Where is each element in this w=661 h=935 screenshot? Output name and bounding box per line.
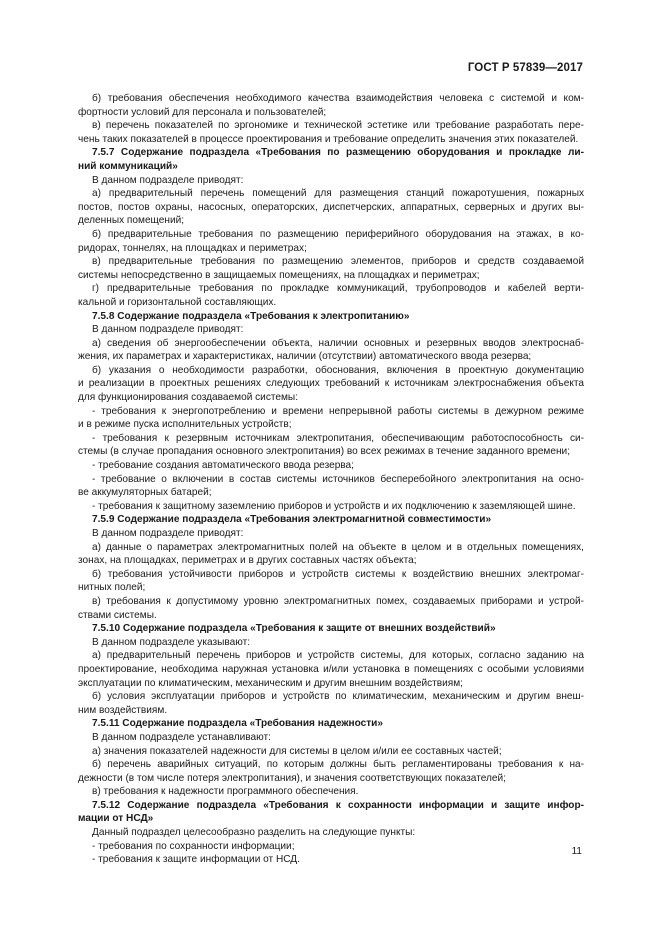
- body-text-line: и реализации в проектных решениях следующих требований к источникам электроснабжения объекта: [78, 378, 584, 390]
- body-text-line: В данном подразделе приводят:: [92, 324, 244, 336]
- body-text-line: г) предварительные требования по прокладке коммуникаций, трубопроводов и кабелей верти-: [92, 283, 584, 295]
- body-text-line: в) требования к надежности программного обеспечения.: [92, 786, 359, 798]
- body-text-line: для функционирования создаваемой системы:: [78, 392, 298, 404]
- document-body: [78, 92, 584, 867]
- body-text-line: б) указания о необходимости разработки, обоснования, включения в проектную документацию: [92, 364, 584, 376]
- section-heading-line: мации от НСД»: [78, 813, 154, 825]
- section-heading-line: 7.5.12 Содержание подраздела «Требования к сохранности информации и защите инфор-: [92, 799, 584, 811]
- body-text-line: ствами системы.: [78, 609, 157, 621]
- body-text-line: системы непосредственно в защищаемых помещениях, на площадках и периметрах;: [78, 269, 480, 281]
- body-text-line: стемы (в случае пропадания основного электропитания) во всех режимах в течение заданного времени;: [78, 446, 571, 458]
- section-heading-line: ний коммуникаций»: [78, 160, 178, 172]
- section-heading-line: 7.5.7 Содержание подраздела «Требования по размещению оборудования и прокладке ли-: [92, 147, 584, 159]
- body-text-line: - требования к защите информации от НСД.: [92, 854, 300, 866]
- section-heading-line: 7.5.11 Содержание подраздела «Требования надежности»: [92, 718, 383, 730]
- body-text-line: кальной и горизонтальной составляющих.: [78, 296, 277, 308]
- body-text-line: дежности (в том числе потеря электропитания), и значения соответствующих показателей;: [78, 772, 506, 784]
- body-text-line: - требование создания автоматического ввода резерва;: [92, 460, 354, 472]
- body-text-line: а) предварительный перечень помещений для размещения станций пожаротушения, пожарных: [92, 188, 584, 200]
- body-text-line: - требования по сохранности информации;: [92, 840, 295, 852]
- body-text-line: ним воздействиям.: [78, 704, 168, 716]
- body-text-line: б) требования обеспечения необходимого качества взаимодействия человека с системой и ком-: [92, 93, 584, 104]
- body-text-line: В данном подразделе приводят:: [92, 174, 244, 186]
- body-text-line: чень таких показателей в процессе проектирования и требование определить значения этих показателей.: [78, 133, 579, 145]
- body-text-line: проектирование, необходима наружная установка и/или установка в помещениях с особыми условиями: [78, 663, 584, 675]
- body-text-line: б) предварительные требования по размещению периферийного оборудования на этажах, в ко-: [92, 228, 584, 240]
- body-text-line: жения, их параметрах и характеристиках, наличии (отсутствии) автоматического ввода резерва;: [78, 351, 532, 363]
- body-text-line: в) требования к допустимому уровню электромагнитных помех, создаваемых приборами и устрой-: [92, 595, 584, 607]
- body-text-line: а) предварительный перечень приборов и устройств системы, для которых, согласно заданию на: [92, 650, 584, 662]
- body-text-line: в) перечень показателей по эргономике и технической эстетике или требование разработать пере-: [92, 120, 584, 132]
- document-header: ГОСТ Р 57839—2017: [467, 62, 583, 74]
- body-text-line: деленных помещений;: [78, 215, 185, 227]
- body-text-line: б) условия эксплуатации приборов и устройств по климатическим, механическим и другим внеш-: [92, 691, 584, 703]
- body-text-line: б) требования устойчивости приборов и устройств системы к воздействию внешних электромаг-: [92, 568, 584, 580]
- body-text-line: - требования к энергопотреблению и времени непрерывной работы системы в дежурном режиме: [92, 405, 584, 417]
- body-text-line: В данном подразделе приводят:: [92, 528, 244, 539]
- body-text-line: Данный подраздел целесообразно разделить на следующие пункты:: [92, 827, 416, 839]
- body-text-line: нитных полей;: [78, 582, 146, 594]
- body-text-line: ве аккумуляторных батарей;: [78, 487, 212, 499]
- body-text-line: фортности условий для персонала и пользователей;: [78, 106, 327, 118]
- body-text-line: зонах, на площадках, периметрах и в других составных частях объекта;: [78, 555, 417, 567]
- body-text-line: б) перечень аварийных ситуаций, по которым должны быть регламентированы требования к на-: [92, 759, 584, 771]
- section-heading-line: 7.5.9 Содержание подраздела «Требования электромагнитной совместимости»: [92, 514, 492, 526]
- section-heading-line: 7.5.8 Содержание подраздела «Требования к электропитанию»: [92, 310, 410, 322]
- body-text-line: - требования к резервным источникам электропитания, обеспечивающим работоспособность си-: [92, 432, 584, 444]
- body-text-line: ридорах, тоннелях, на площадках и периметрах;: [78, 242, 307, 254]
- body-text-line: - требование о включении в состав системы источников бесперебойного электропитания на осно-: [92, 473, 584, 485]
- body-text-line: а) сведения об энергообеспечении объекта, наличии основных и резервных вводов электроснаб-: [92, 337, 584, 349]
- body-text-line: - требования к защитному заземлению приборов и устройств и их подключению к заземляющей шине.: [92, 500, 576, 512]
- body-text-line: а) данные о параметрах электромагнитных полей на объекте в целом и в отдельных помещениях,: [92, 541, 584, 553]
- body-text-line: и в режиме пуска исполнительных устройств;: [78, 419, 292, 431]
- body-text-line: постов, постов охраны, насосных, операторских, диспетчерских, аппаратных, серверных и других вы-: [78, 201, 584, 213]
- body-text-line: а) значения показателей надежности для системы в целом и/или ее составных частей;: [92, 745, 502, 757]
- page-number: 11: [571, 846, 582, 857]
- body-text-line: эксплуатации по климатическим, механическим и другим внешним воздействиям;: [78, 677, 463, 689]
- section-heading-line: 7.5.10 Содержание подраздела «Требования к защите от внешних воздействий»: [92, 623, 496, 635]
- body-text-line: в) предварительные требования по размещению элементов, приборов и средств создаваемой: [92, 256, 584, 268]
- body-text-line: В данном подразделе указывают:: [92, 636, 250, 648]
- body-text-line: В данном подразделе устанавливают:: [92, 731, 271, 743]
